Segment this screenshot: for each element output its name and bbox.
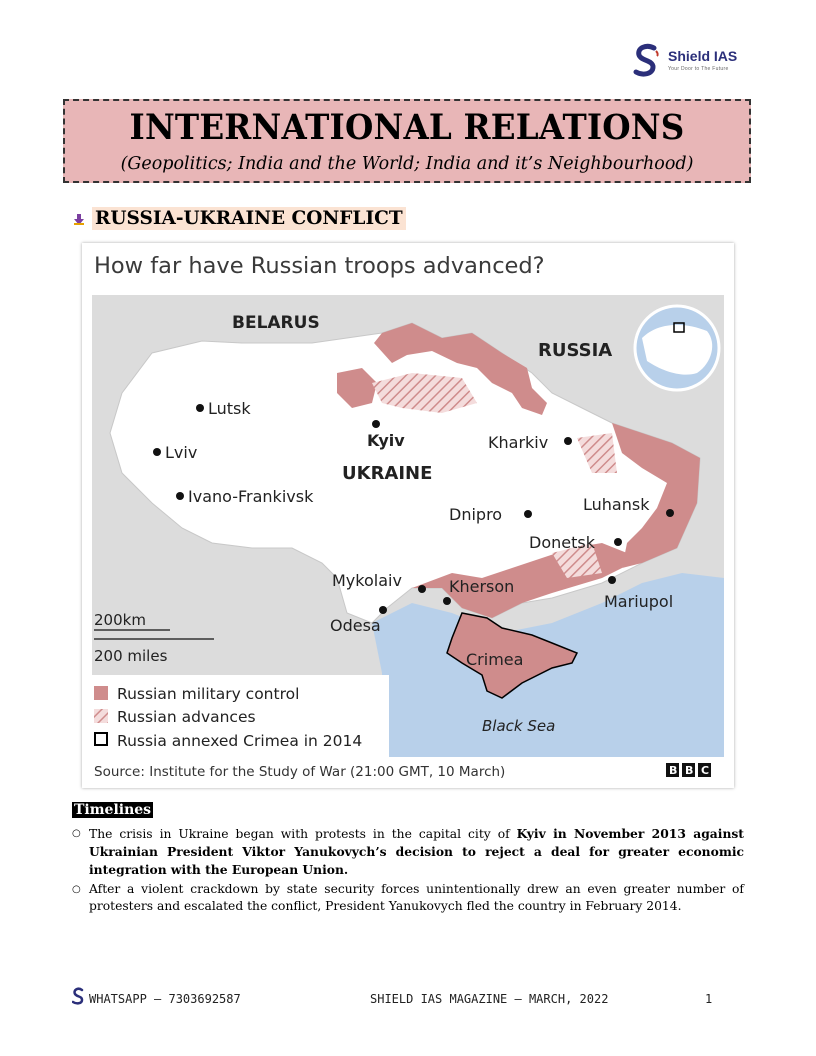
dot-mariupol: [608, 576, 616, 584]
dot-kharkiv: [564, 437, 572, 445]
dot-kherson: [443, 597, 451, 605]
map-title: How far have Russian troops advanced?: [94, 253, 545, 279]
label-city: Lviv: [165, 443, 198, 462]
bbc-letter: B: [669, 764, 678, 777]
bbc-letter: C: [701, 764, 710, 777]
label-city: Kharkiv: [488, 433, 549, 452]
map-source: Source: Institute for the Study of War (21:00 GMT, 10 March): [94, 764, 506, 780]
bbc-letter: B: [685, 764, 694, 777]
label-city: Mariupol: [604, 592, 674, 611]
dot-lutsk: [196, 404, 204, 412]
chapter-subtitle: (Geopolitics; India and the World; India and it’s Neighbourhood): [120, 154, 694, 174]
bullet-marker-icon: ○: [72, 884, 81, 895]
footer-shield-icon: [72, 987, 84, 1005]
dot-lviv: [153, 448, 161, 456]
legend-label: Russia annexed Crimea in 2014: [117, 732, 363, 750]
bullet-marker-icon: ○: [72, 828, 81, 839]
section-title: RUSSIA-UKRAINE CONFLICT: [92, 207, 406, 230]
label-city: Lutsk: [208, 399, 251, 418]
item-text: After a violent crackdown by state security forces unintentionally drew an even greater number of protesters and escalated the conflict, President Yanukovych fled the country in February 2014.: [89, 882, 744, 913]
ukraine-map: [82, 243, 734, 788]
dot-luhansk: [666, 509, 674, 517]
label-russia: RUSSIA: [538, 340, 613, 361]
dot-mykolaiv: [418, 585, 426, 593]
list-item: [72, 881, 744, 915]
timelines-list: [72, 825, 744, 917]
dot-dnipro: [524, 510, 532, 518]
dot-odesa: [379, 606, 387, 614]
label-crimea: Crimea: [466, 650, 524, 669]
label-city: Ivano-Frankivsk: [188, 487, 314, 506]
label-city: Mykolaiv: [332, 571, 402, 590]
label-belarus: BELARUS: [232, 313, 320, 333]
label-city: Kyiv: [367, 431, 405, 450]
timelines-heading: Timelines: [74, 802, 152, 818]
page-number: 1: [705, 992, 713, 1006]
legend-swatch-advances: [94, 709, 108, 723]
label-black-sea: Black Sea: [482, 717, 556, 735]
bbc-logo: [666, 763, 711, 777]
dot-ivano-frankivsk: [176, 492, 184, 500]
label-ukraine: UKRAINE: [342, 463, 433, 484]
logo-name: Shield IAS: [668, 48, 738, 64]
label-city: Donetsk: [529, 533, 595, 552]
list-item: [72, 825, 744, 879]
chapter-banner: [63, 99, 751, 183]
label-city: Odesa: [330, 616, 381, 635]
logo-tagline: Your Door to The Future: [668, 66, 729, 72]
scale-miles: 200 miles: [94, 647, 168, 665]
section-heading: [72, 207, 406, 230]
label-city: Luhansk: [583, 495, 650, 514]
shield-s-icon: [632, 42, 662, 82]
footer-magazine: SHIELD IAS MAGAZINE – MARCH, 2022: [370, 992, 609, 1006]
arrow-bullet-icon: [72, 212, 86, 226]
legend-label: Russian military control: [117, 685, 300, 703]
item-text-bold: Kyiv in November 2013 against Ukrainian President Viktor Yanukovych’s decision to reject a deal for greater economic integration with the European Union.: [89, 826, 744, 877]
legend-label: Russian advances: [117, 708, 256, 726]
footer-whatsapp: WHATSAPP – 7303692587: [89, 992, 241, 1006]
conflict-map-figure: [82, 243, 734, 788]
legend-swatch-control: [94, 686, 108, 700]
dot-donetsk: [614, 538, 622, 546]
item-text: The crisis in Ukraine began with protests in the capital city of: [89, 827, 517, 841]
dot-kyiv: [372, 420, 380, 428]
label-city: Kherson: [449, 577, 515, 596]
label-city: Dnipro: [449, 505, 503, 524]
chapter-title: INTERNATIONAL RELATIONS: [129, 107, 685, 148]
scale-km: 200km: [94, 611, 146, 629]
